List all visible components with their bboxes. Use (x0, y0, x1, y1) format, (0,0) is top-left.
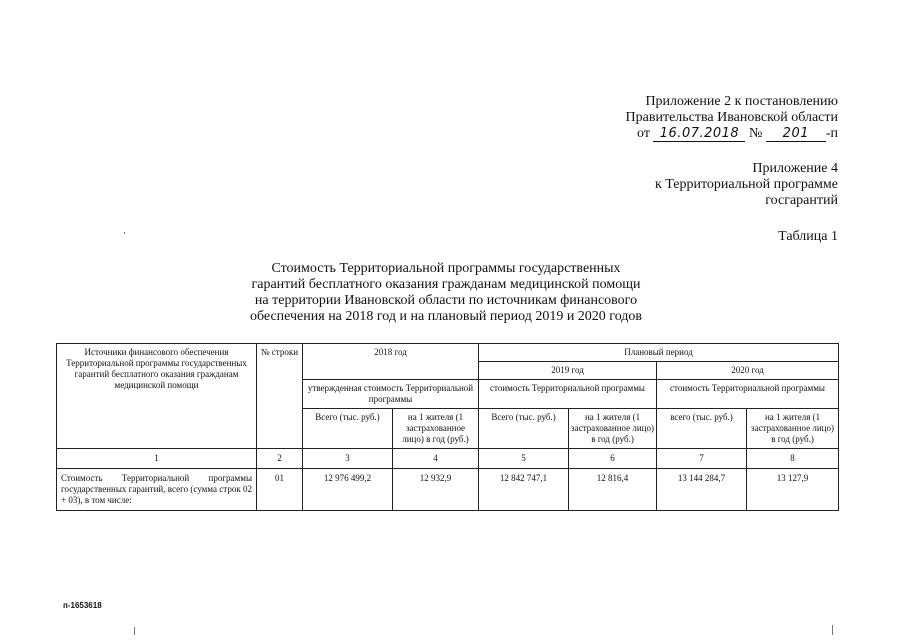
header-row-number: № строки (257, 344, 303, 449)
column-number: 1 (57, 449, 257, 469)
order-number: 201 (766, 127, 826, 142)
column-number: 7 (657, 449, 747, 469)
title-line4: обеспечения на 2018 год и на плановый период 2019 и 2020 годов (249, 309, 643, 324)
scan-speck (134, 627, 135, 635)
column-number-row (57, 449, 839, 469)
order-number-sign: № (748, 126, 763, 141)
row-per-capita-2019: 12 816,4 (569, 469, 657, 511)
row-total-2019: 12 842 747,1 (479, 469, 569, 511)
header-total-2019: Всего (тыс. руб.) (479, 409, 569, 449)
cost-table (56, 343, 839, 511)
row-total-2018: 12 976 499,2 (303, 469, 393, 511)
table-row (57, 469, 839, 511)
order-date: 16.07.2018 (653, 127, 745, 142)
header-year-2018: 2018 год (303, 344, 479, 380)
row-per-capita-2018: 12 932,9 (393, 469, 479, 511)
header-per-capita-2019: на 1 жителя (1 застрахованное лицо) в год (руб.) (569, 409, 657, 449)
document-title (226, 261, 666, 325)
column-number: 2 (257, 449, 303, 469)
header-cost-2020: стоимость Территориальной программы (657, 380, 839, 409)
header-source: Источники финансового обеспечения Территориальной программы государственных гарантий бесплатного оказания гражданам медицинской помощи (57, 344, 257, 449)
header-per-capita-2018: на 1 жителя (1 застрахованное лицо) в год (руб.) (393, 409, 479, 449)
column-number: 4 (393, 449, 479, 469)
scan-speck (832, 625, 833, 635)
appendix-4-line1: Приложение 4 (752, 161, 838, 176)
scan-speck (124, 232, 125, 234)
header-cost-2019: стоимость Территориальной программы (479, 380, 657, 409)
header-total-2018: Всего (тыс. руб.) (303, 409, 393, 449)
row-per-capita-2020: 13 127,9 (747, 469, 839, 511)
header-year-2020: 2020 год (657, 362, 839, 380)
header-row-1 (57, 344, 839, 362)
header-total-2020: всего (тыс. руб.) (657, 409, 747, 449)
document-code: п-1653618 (63, 601, 102, 610)
table-label: Таблица 1 (778, 229, 838, 244)
header-approved-cost: утвержденная стоимость Территориальной программы (303, 380, 479, 409)
appendix-2-line2: Правительства Ивановской области (625, 110, 838, 125)
row-source: Стоимость Территориальной программы государственных гарантий, всего (сумма строк 02 + 03), в том числе: (57, 469, 257, 511)
column-number: 8 (747, 449, 839, 469)
row-number: 01 (257, 469, 303, 511)
header-year-2019: 2019 год (479, 362, 657, 380)
appendix-2-line1: Приложение 2 к постановлению (645, 94, 838, 109)
column-number: 5 (479, 449, 569, 469)
appendix-4-line3: госгарантий (765, 193, 838, 208)
appendix-2-block (626, 94, 838, 142)
column-number: 6 (569, 449, 657, 469)
order-suffix: -п (825, 126, 838, 141)
column-number: 3 (303, 449, 393, 469)
title-line2: гарантий бесплатного оказания гражданам медицинской помощи (251, 277, 641, 292)
order-line (626, 126, 838, 142)
header-per-capita-2020: на 1 жителя (1 застрахованное лицо) в год (руб.) (747, 409, 839, 449)
order-from-label: от (637, 126, 650, 141)
row-total-2020: 13 144 284,7 (657, 469, 747, 511)
title-line1: Стоимость Территориальной программы государственных (271, 261, 621, 276)
appendix-4-block (655, 161, 838, 209)
header-planned-period: Плановый период (479, 344, 839, 362)
appendix-4-line2: к Территориальной программе (654, 177, 838, 192)
title-line3: на территории Ивановской области по источникам финансового (254, 293, 638, 308)
